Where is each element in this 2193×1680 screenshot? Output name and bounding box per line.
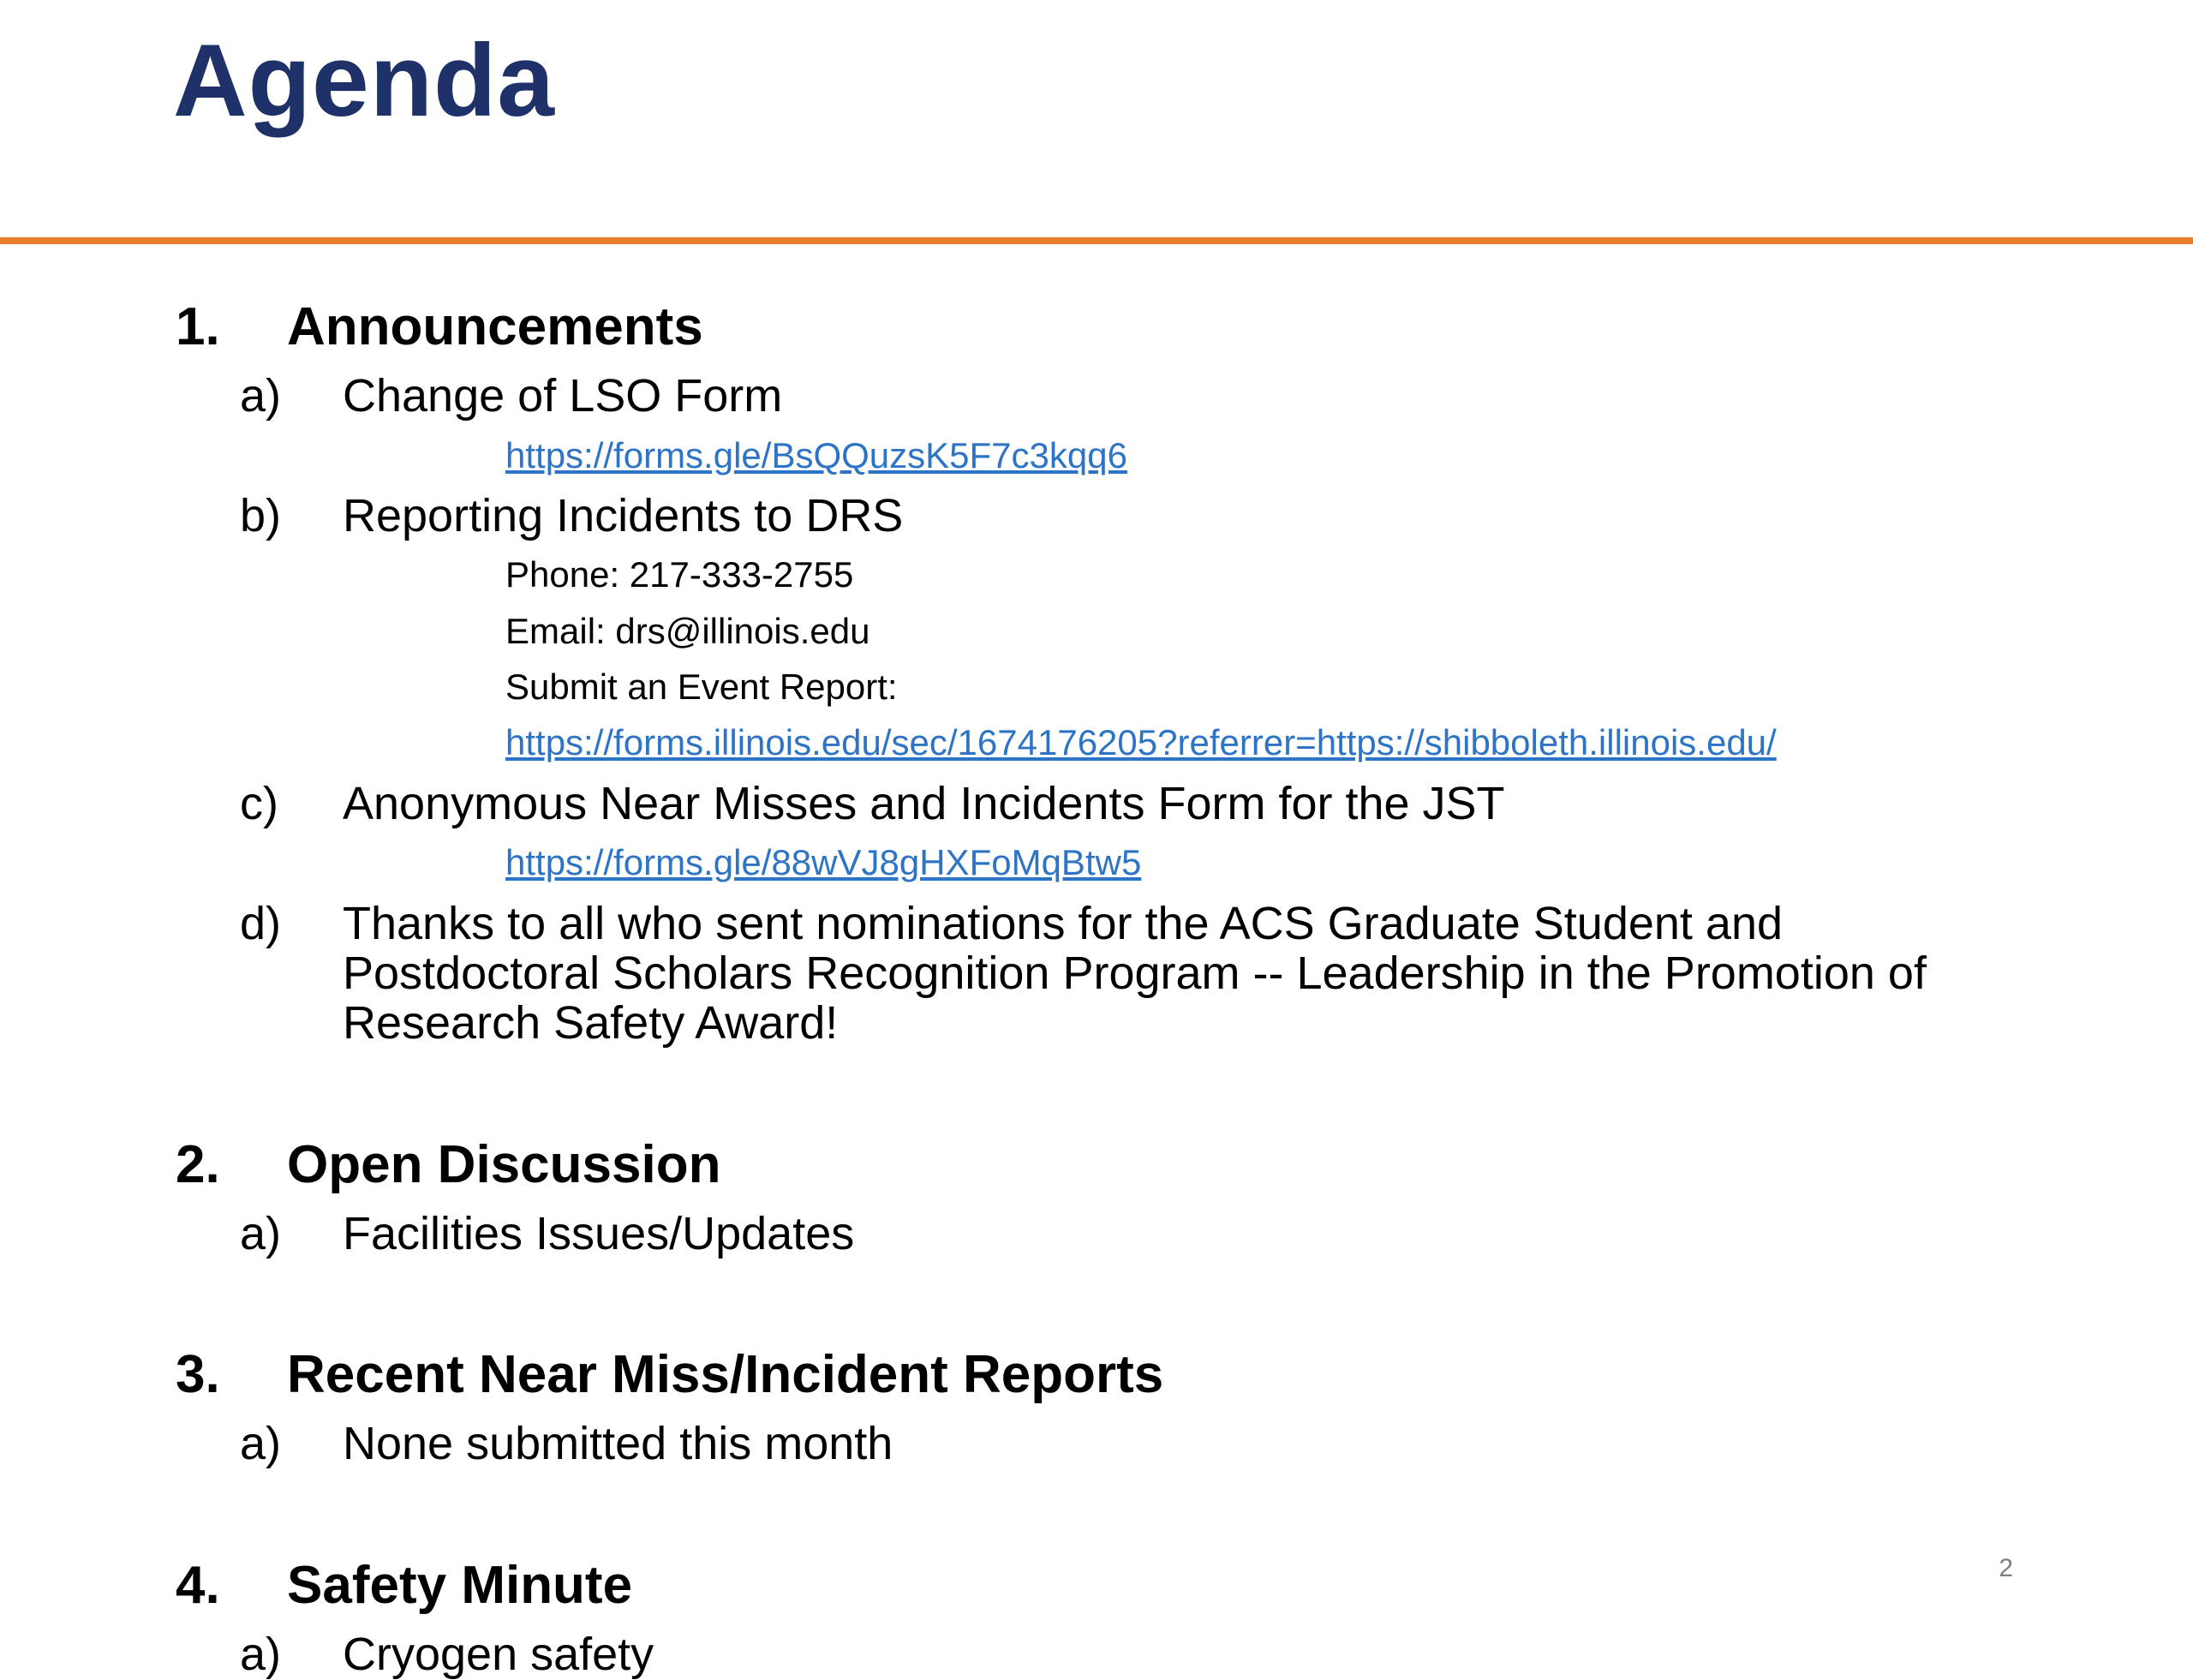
item-letter: a) (240, 1629, 282, 1680)
agenda-item (176, 491, 1975, 765)
detail-link-line (505, 434, 1975, 477)
detail-text-line: Phone: 217-333-2755 (505, 554, 854, 595)
section-heading-row (176, 1555, 1975, 1616)
item-letter: a) (240, 1207, 282, 1259)
section-heading: Recent Near Miss/Incident Reports (287, 1345, 1164, 1405)
item-details (505, 841, 1975, 884)
agenda-section (176, 1344, 1975, 1469)
section-heading-row (176, 296, 1975, 357)
section-number: 2. (176, 1134, 220, 1194)
agenda-item (176, 1209, 1975, 1259)
detail-link-line (505, 721, 1975, 764)
item-text: Facilities Issues/Updates (343, 1207, 855, 1259)
agenda-item (176, 1629, 1975, 1679)
item-letter: b) (240, 490, 282, 541)
item-text: Cryogen safety (343, 1629, 654, 1680)
section-number: 4. (176, 1555, 220, 1615)
item-text: Thanks to all who sent nominations for the ACS Graduate Student and Postdoctoral Scholars Recognition Program -- Leadership in the Promotion of Research Safety Award! (343, 897, 1927, 1049)
item-letter: d) (240, 897, 282, 949)
section-heading: Safety Minute (287, 1555, 633, 1615)
agenda-item (176, 1419, 1975, 1468)
item-letter: a) (240, 370, 282, 422)
hyperlink[interactable]: https://forms.gle/88wVJ8gHXFoMqBtw5 (505, 842, 1142, 883)
agenda-section (176, 1134, 1975, 1259)
section-heading-row (176, 1344, 1975, 1405)
item-text: Anonymous Near Misses and Incidents Form for the JST (343, 777, 1505, 829)
section-number: 1. (176, 297, 220, 356)
section-number: 3. (176, 1345, 220, 1405)
item-text: Change of LSO Form (343, 370, 783, 422)
section-heading-row (176, 1134, 1975, 1195)
item-text: None submitted this month (343, 1418, 893, 1470)
item-details (505, 553, 1975, 765)
item-body (343, 779, 1975, 885)
item-body (343, 1629, 1975, 1679)
detail-link-line (505, 841, 1975, 884)
item-details (505, 434, 1975, 477)
hyperlink[interactable]: https://forms.illinois.edu/sec/1674176205?referrer=https://shibboleth.illinois.edu/ (505, 722, 1777, 763)
detail-text-line: Submit an Event Report: (505, 667, 898, 708)
agenda-section (176, 296, 1975, 1049)
item-body (343, 1419, 1975, 1468)
item-text: Reporting Incidents to DRS (343, 490, 904, 541)
section-heading: Announcements (287, 297, 703, 356)
agenda-section (176, 1555, 1975, 1680)
item-body (343, 1209, 1975, 1259)
agenda-list (176, 296, 1975, 1679)
page-number: 2 (1999, 1554, 2013, 1582)
agenda-item (176, 899, 1975, 1049)
detail-text-line: Email: drs@illinois.edu (505, 610, 870, 651)
item-letter: c) (240, 777, 278, 829)
section-heading: Open Discussion (287, 1134, 721, 1194)
hyperlink[interactable]: https://forms.gle/BsQQuzsK5F7c3kqq6 (505, 434, 1127, 475)
item-body (343, 899, 1975, 1049)
page-title: Agenda (173, 23, 556, 138)
agenda-item (176, 371, 1975, 477)
agenda-item (176, 779, 1975, 885)
item-letter: a) (240, 1418, 282, 1470)
item-body (343, 371, 1975, 477)
item-body (343, 491, 1975, 765)
title-divider (0, 237, 2193, 244)
